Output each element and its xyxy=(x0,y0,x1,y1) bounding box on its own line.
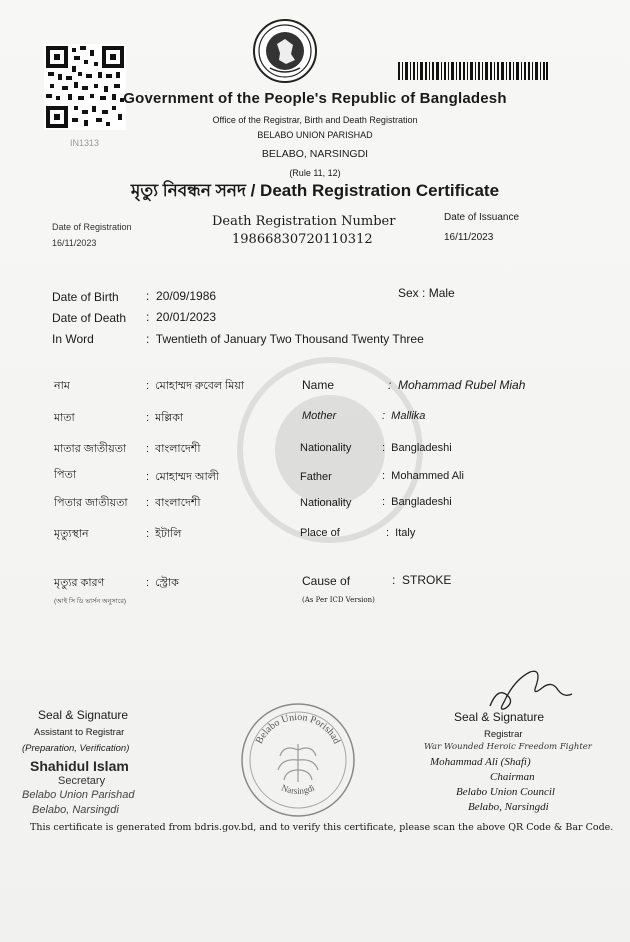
registrar-signature-scribble xyxy=(484,666,574,712)
mother-nationality-en-label: Nationality xyxy=(300,442,352,454)
place-en-row: : Italy xyxy=(386,527,416,539)
mother-en-row: : Mallika xyxy=(382,410,426,422)
government-title: Government of the People's Republic of Bangladesh xyxy=(123,90,507,107)
mother-nationality-bn-row: : বাংলাদেশী xyxy=(146,443,201,455)
inword-value-row: : Twentieth of January Two Thousand Twenty Three xyxy=(146,332,424,346)
father-en-row: : Mohammed Ali xyxy=(382,470,464,482)
registration-number-value: 19866830720110312 xyxy=(232,232,373,247)
right-role: Registrar xyxy=(484,729,523,740)
place-bn-value: ইটালি xyxy=(155,528,182,540)
father-nationality-en-label: Nationality xyxy=(300,497,352,509)
cause-en-value: STROKE xyxy=(402,573,452,587)
place-en-label: Place of xyxy=(300,527,340,539)
footer-note: This certificate is generated from bdris.gov.bd, and to verify this certificate, please scan the above QR Code & Bar Code. xyxy=(30,822,614,833)
government-emblem-icon xyxy=(252,18,318,84)
certificate-title: মৃত্যু নিবন্ধন সনদ / Death Registration Certificate xyxy=(130,181,500,200)
place-bn-row: : ইটালি xyxy=(146,528,182,540)
date-of-registration-value: 16/11/2023 xyxy=(52,238,97,248)
dob-value-row: : 20/09/1986 xyxy=(146,289,217,303)
dod-label: Date of Death xyxy=(52,311,127,325)
cause-bn-label: মৃত্যুর কারণ xyxy=(54,577,105,589)
inword-label: In Word xyxy=(52,332,94,346)
dob-value: 20/09/1986 xyxy=(156,289,217,303)
date-of-issuance-label: Date of Issuance xyxy=(444,212,520,223)
rule-text: (Rule 11, 12) xyxy=(289,168,341,178)
father-nationality-en-row: : Bangladeshi xyxy=(382,496,452,508)
cause-en-label: Cause of xyxy=(302,574,351,588)
name-en-row: : Mohammad Rubel Miah xyxy=(388,378,526,392)
cause-bn-note: (আই সি ডি ভার্সন অনুসারে) xyxy=(54,598,127,605)
mother-en-label: Mother xyxy=(302,410,337,422)
dob-label: Date of Birth xyxy=(52,290,119,304)
right-line5: Belabo, Narsingdi xyxy=(468,801,549,813)
left-role2: (Preparation, Verification) xyxy=(22,743,130,754)
left-signatory-place: Belabo, Narsingdi xyxy=(32,804,119,816)
barcode-icon[interactable] xyxy=(398,62,548,80)
inword-value: Twentieth of January Two Thousand Twenty Three xyxy=(155,332,424,346)
dod-value-row: : 20/01/2023 xyxy=(146,310,217,324)
father-en-value: Mohammed Ali xyxy=(391,470,464,482)
left-role: Assistant to Registrar xyxy=(34,727,125,738)
mother-en-value: Mallika xyxy=(391,410,426,422)
date-of-issuance-value: 16/11/2023 xyxy=(444,232,494,243)
father-en-label: Father xyxy=(300,471,332,483)
place-en-value: Italy xyxy=(395,527,416,539)
name-en-value: Mohammad Rubel Miah xyxy=(398,378,526,392)
right-line1: War Wounded Heroic Freedom Fighter xyxy=(424,742,592,752)
left-signatory-name: Shahidul Islam xyxy=(30,758,129,774)
name-bn-value: মোহাম্মদ রুবেল মিয়া xyxy=(155,380,245,392)
name-bn-row: : মোহাম্মদ রুবেল মিয়া xyxy=(146,380,245,392)
left-signatory-office: Belabo Union Parishad xyxy=(22,789,135,801)
mother-nationality-en-row: : Bangladeshi xyxy=(382,442,452,454)
mother-bn-label: মাতা xyxy=(54,412,75,424)
father-nationality-bn-label: পিতার জাতীয়তা xyxy=(54,497,128,509)
qr-number: IN1313 xyxy=(70,138,100,148)
name-bn-label: নাম xyxy=(54,380,70,392)
cause-bn-value: স্ট্রোক xyxy=(155,577,179,589)
left-seal-heading: Seal & Signature xyxy=(38,708,129,722)
father-bn-row: : মোহাম্মদ আলী xyxy=(146,471,220,483)
mother-bn-row: : মল্লিকা xyxy=(146,412,184,424)
right-seal-heading: Seal & Signature xyxy=(454,710,545,724)
right-line4: Belabo Union Council xyxy=(456,786,555,798)
location-title: BELABO, NARSINGDI xyxy=(261,148,369,160)
right-line2: Mohammad Ali (Shafi) xyxy=(430,756,531,768)
father-bn-value: মোহাম্মদ আলী xyxy=(155,471,220,483)
seal-text-bottom: Narsingdi xyxy=(280,782,317,796)
name-en-label: Name xyxy=(302,378,335,392)
seal-text: Belabo Union Porishad xyxy=(253,711,343,746)
date-of-registration-label: Date of Registration xyxy=(52,222,132,232)
sex-label: Sex : xyxy=(398,286,426,300)
cause-en-note: (As Per ICD Version) xyxy=(302,596,375,604)
father-nationality-bn-row: : বাংলাদেশী xyxy=(146,497,201,509)
sex-row xyxy=(398,286,455,300)
mother-nationality-bn-label: মাতার জাতীয়তা xyxy=(54,443,127,455)
cause-bn-row: : স্ট্রোক xyxy=(146,577,179,589)
mother-nationality-en-value: Bangladeshi xyxy=(391,442,452,454)
cause-en-row: : STROKE xyxy=(392,573,452,587)
sex-value: Male xyxy=(428,286,455,300)
mother-nationality-bn-value: বাংলাদেশী xyxy=(155,443,201,455)
dod-value: 20/01/2023 xyxy=(156,310,217,324)
left-signatory-title: Secretary xyxy=(58,775,106,787)
father-nationality-en-value: Bangladeshi xyxy=(391,496,452,508)
father-bn-label: পিতা xyxy=(54,469,77,481)
union-title: BELABO UNION PARISHAD xyxy=(257,130,373,140)
place-bn-label: মৃত্যুস্থান xyxy=(54,528,89,540)
father-nationality-bn-value: বাংলাদেশী xyxy=(155,497,201,509)
right-line3: Chairman xyxy=(490,771,535,783)
union-parishad-seal-icon xyxy=(238,700,358,820)
registration-number-label: Death Registration Number xyxy=(212,214,396,229)
mother-bn-value: মল্লিকা xyxy=(155,412,184,424)
office-title: Office of the Registrar, Birth and Death Registration xyxy=(212,115,418,125)
